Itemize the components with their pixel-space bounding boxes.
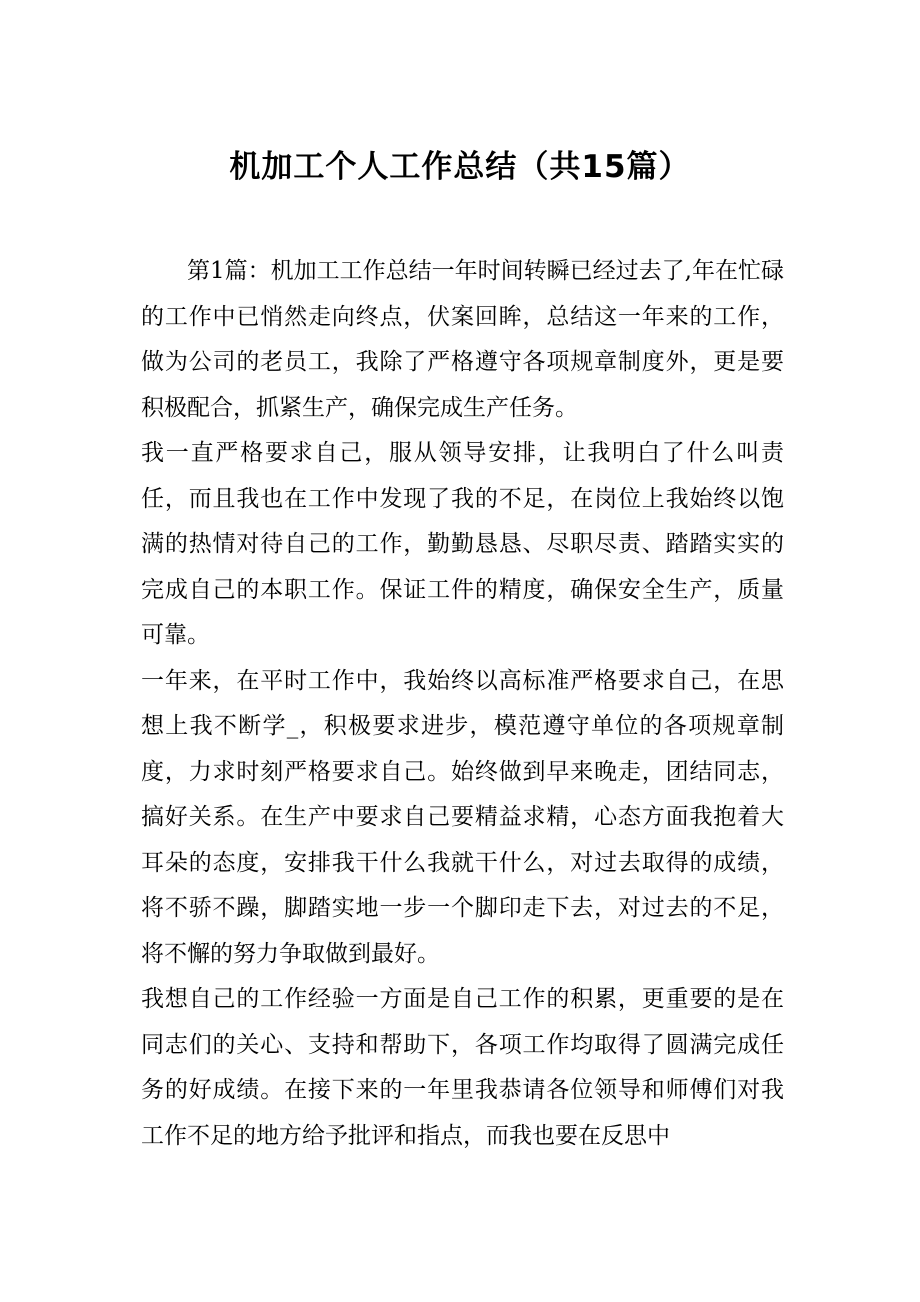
document-title: 机加工个人工作总结（共15篇） bbox=[229, 149, 691, 185]
paragraph-4: 我想自己的工作经验一方面是自己工作的积累，更重要的是在同志们的关心、支持和帮助下，各项工作均取得了圆满完成任务的好成绩。在接下来的一年里我恭请各位领导和师傅们对我工作不足的地方给予批评和指点，而我也要在反思中 bbox=[141, 986, 784, 1149]
paragraph-2: 我一直严格要求自己，服从领导安排，让我明白了什么叫责任，而且我也在工作中发现了我的不足，在岗位上我始终以饱满的热情对待自己的工作，勤勤恳恳、尽职尽责、踏踏实实的完成自己的本职工作。保证工件的精度，确保安全生产，质量可靠。 bbox=[141, 440, 784, 648]
paragraph-1: 第1篇：机加工工作总结一年时间转瞬已经过去了,年在忙碌的工作中已悄然走向终点，伏案回眸，总结这一年来的工作，做为公司的老员工，我除了严格遵守各项规章制度外，更是要积极配合，抓紧生产，确保完成生产任务。 bbox=[141, 258, 784, 421]
document-body bbox=[141, 249, 784, 1159]
paragraph-3: 一年来，在平时工作中，我始终以高标准严格要求自己，在思想上我不断学_，积极要求进步，模范遵守单位的各项规章制度，力求时刻严格要求自己。始终做到早来晚走，团结同志，搞好关系。在生产中要求自己要精益求精，心态方面我抱着大耳朵的态度，安排我干什么我就干什么，对过去取得的成绩，将不骄不躁，脚踏实地一步一个脚印走下去，对过去的不足，将不懈的努力争取做到最好。 bbox=[141, 667, 784, 967]
